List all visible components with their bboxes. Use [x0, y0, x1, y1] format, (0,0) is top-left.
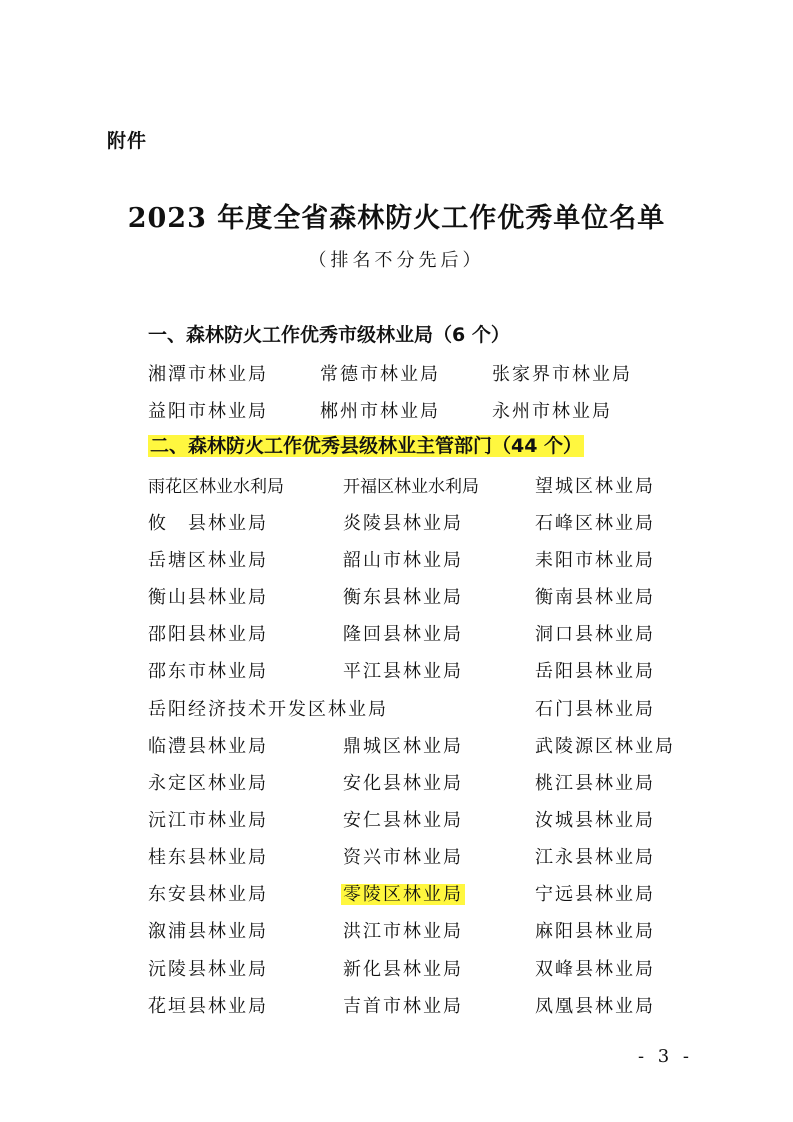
list-item: 沅江市林业局 [148, 810, 268, 831]
attachment-label: 附件 [107, 130, 148, 152]
list-item: 衡南县林业局 [535, 587, 655, 608]
list-item: 石门县林业局 [535, 699, 655, 720]
list-item: 岳塘区林业局 [148, 550, 268, 571]
list-item: 溆浦县林业局 [148, 921, 268, 942]
highlighted-item-text: 零陵区林业局 [343, 884, 463, 905]
list-item: 郴州市林业局 [320, 401, 440, 422]
document-title: 2023 年度全省森林防火工作优秀单位名单 [127, 203, 666, 234]
list-item: 湘潭市林业局 [148, 364, 268, 385]
list-item: 隆回县林业局 [343, 624, 463, 645]
list-item: 益阳市林业局 [148, 401, 268, 422]
list-item: 新化县林业局 [343, 959, 463, 980]
list-item: 衡东县林业局 [343, 587, 463, 608]
list-item: 洪江市林业局 [343, 921, 463, 942]
list-item: 凤凰县林业局 [535, 996, 655, 1017]
list-item: 炎陵县林业局 [343, 513, 463, 534]
list-item: 麻阳县林业局 [535, 921, 655, 942]
list-item: 平江县林业局 [343, 661, 463, 682]
list-item: 江永县林业局 [535, 847, 655, 868]
list-item: 桂东县林业局 [148, 847, 268, 868]
list-item: 永定区林业局 [148, 773, 268, 794]
section-2-heading [148, 431, 584, 458]
list-item: 安仁县林业局 [343, 810, 463, 831]
list-item: 宁远县林业局 [535, 884, 655, 905]
list-item: 永州市林业局 [492, 401, 612, 422]
list-item: 邵东市林业局 [148, 661, 268, 682]
list-item: 沅陵县林业局 [148, 959, 268, 980]
list-item: 衡山县林业局 [148, 587, 268, 608]
list-item: 花垣县林业局 [148, 996, 268, 1017]
list-item: 耒阳市林业局 [535, 550, 655, 571]
document-subtitle: （排名不分先后） [308, 250, 485, 271]
list-item: 临澧县林业局 [148, 736, 268, 757]
list-item: 望城区林业局 [535, 476, 655, 497]
list-item: 双峰县林业局 [535, 959, 655, 980]
list-item: 张家界市林业局 [492, 364, 632, 385]
highlighted-heading-text: 二、森林防火工作优秀县级林业主管部门（44 个） [150, 435, 583, 457]
list-item: 汝城县林业局 [535, 810, 655, 831]
list-item: 东安县林业局 [148, 884, 268, 905]
list-item: 吉首市林业局 [343, 996, 463, 1017]
list-item: 邵阳县林业局 [148, 624, 268, 645]
list-item: 雨花区林业水利局 [148, 477, 284, 497]
list-item: 韶山市林业局 [343, 550, 463, 571]
list-item: 岳阳经济技术开发区林业局 [148, 699, 388, 720]
list-item: 桃江县林业局 [535, 773, 655, 794]
list-item: 安化县林业局 [343, 773, 463, 794]
list-item: 石峰区林业局 [535, 513, 655, 534]
list-item: 洞口县林业局 [535, 624, 655, 645]
list-item: 资兴市林业局 [343, 847, 463, 868]
list-item: 武陵源区林业局 [535, 736, 675, 757]
list-item: 常德市林业局 [320, 364, 440, 385]
page-number: - 3 - [637, 1046, 693, 1067]
list-item: 开福区林业水利局 [343, 477, 479, 497]
list-item: 鼎城区林业局 [343, 736, 463, 757]
list-item: 攸 县林业局 [148, 513, 268, 534]
highlighted-list-item [341, 880, 465, 906]
list-item: 岳阳县林业局 [535, 661, 655, 682]
section-1-heading: 一、森林防火工作优秀市级林业局（6 个） [148, 324, 510, 346]
